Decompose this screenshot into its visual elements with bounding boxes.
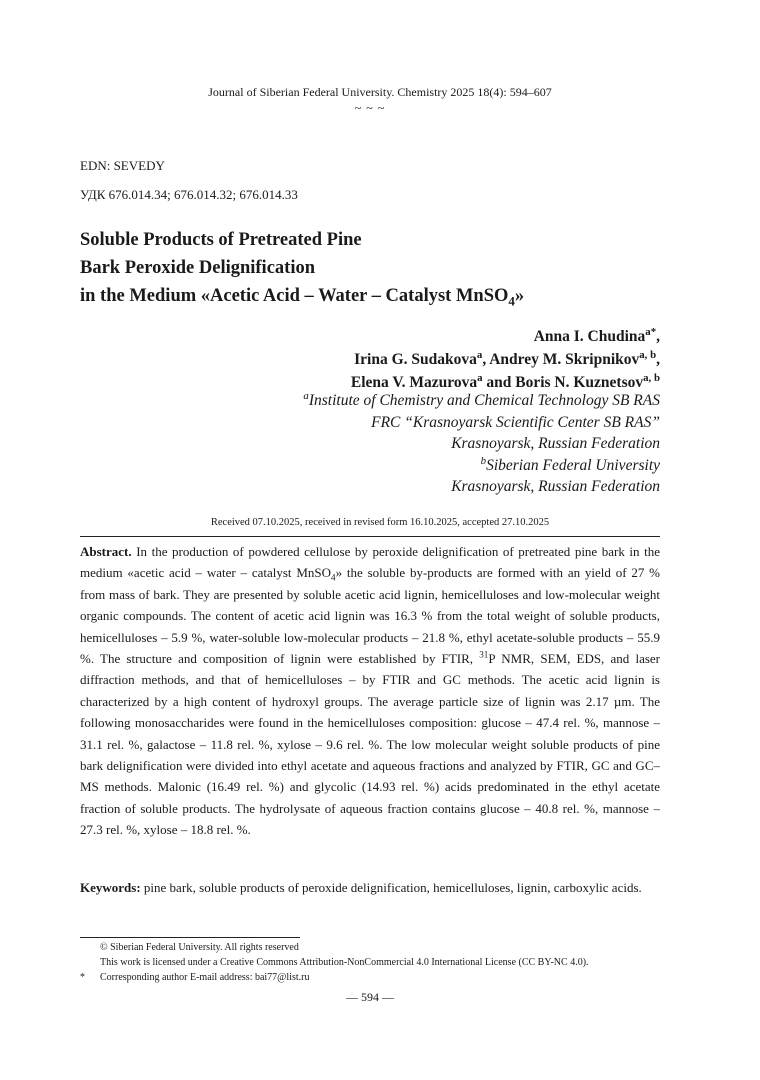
affiliation-a-line-3: Krasnoyarsk, Russian Federation — [451, 435, 660, 452]
footnote-corresponding: Corresponding author E-mail address: bai77@list.ru — [100, 972, 310, 983]
title-line-3: in the Medium «Acetic Acid – Water – Catalyst MnSO$_4$» — [80, 286, 525, 309]
footnote-license: This work is licensed under a Creative Commons Attribution-NonCommercial 4.0 International License (CC BY-NC 4.0). — [100, 957, 589, 968]
edn-code: EDN: SEVEDY — [80, 158, 165, 173]
footnote-divider — [80, 937, 300, 938]
udk-code: УДК 676.014.34; 676.014.32; 676.014.33 — [80, 187, 298, 202]
keywords: Keywords: pine bark, soluble products of peroxide delignification, hemicelluloses, lignin, carboxylic acids. — [80, 880, 642, 895]
author-line-2: Irina G. Sudakova$^a$, Andrey M. Skripnikov$^{a, b}$, — [354, 348, 660, 368]
page-number: ― 594 ― — [346, 990, 394, 1004]
footnote-copyright: © Siberian Federal University. All rights reserved — [100, 942, 299, 953]
author-name: Andrey M. Skripnikov — [489, 351, 640, 368]
author-name: Boris N. Kuznetsov — [515, 374, 644, 391]
author-name: Irina G. Sudakova — [354, 351, 477, 368]
article-title — [80, 226, 680, 310]
author-line-1: Anna I. Chudina$^{a*}$, — [533, 325, 660, 345]
affiliation-b-line-2: Krasnoyarsk, Russian Federation — [451, 478, 660, 495]
separator: ~ ~ ~ — [354, 101, 386, 115]
author-line-3: Elena V. Mazurova$^a$ and Boris N. Kuznetsov$^{a, b}$ — [350, 371, 660, 391]
keywords-label: Keywords: — [80, 880, 141, 895]
affiliation-b-line-1: $^b$Siberian Federal University — [480, 454, 660, 474]
author-name: Anna I. Chudina — [533, 328, 646, 345]
title-line-1: Soluble Products of Pretreated Pine — [80, 230, 362, 250]
affiliations — [303, 390, 660, 498]
affiliation-a-line-2: FRC “Krasnoyarsk Scientific Center SB RAS” — [371, 413, 660, 431]
footnote-star: * — [80, 972, 85, 983]
received-dates: Received 07.10.2025, received in revised form 16.10.2025, accepted 27.10.2025 — [210, 517, 550, 528]
abstract-label: Abstract. — [80, 544, 132, 559]
journal-citation: Journal of Siberian Federal University. Chemistry 2025 18(4): 594–607 — [208, 85, 552, 99]
author-list — [351, 325, 660, 394]
title-line-2: Bark Peroxide Delignification — [80, 258, 315, 278]
divider — [80, 536, 660, 537]
affiliation-a-line-1: $^a$Institute of Chemistry and Chemical Technology SB RAS — [303, 389, 660, 409]
abstract: Abstract. In the production of powdered cellulose by peroxide delignification of pretreated pine bark in the medium «acetic acid – water – catalyst MnSO$_4$» the soluble by-products are formed with an yield of 27 % from mass of bark. They are presented by soluble acetic acid lignin, hemicelluloses and low-molecular weight organic compounds. The content of acetic acid lignin was 16.3 % from the total weight of soluble products, hemicelluloses – 5.9 %, water-soluble low-molecular products – 21.8 %, ethyl acetate-soluble products – 55.9 %. The structure and composition of lignin were established by FTIR, $^{31}$P NMR, SEM, EDS, and laser diffraction methods, and that of hemicelluloses – by FTIR and GC methods. The acetic acid lignin is characterized by a high content of hydroxyl groups. The average particle size of lignin was 2.17 µm. The following monosaccharides were found in the hemicelluloses composition: glucose – 47.4 rel. %, mannose – 31.1 rel. %, galactose – 11.8 rel. %, xylose – 9.6 rel. %. The low molecular weight soluble products of pine bark delignification were divided into ethyl acetate and aqueous fractions and analyzed by FTIR, GC and GC–MS methods. Malonic (16.49 rel. %) and glycolic (14.93 rel. %) acids predominated in the ethyl acetate fraction of soluble products. The hydrolysate of aqueous fraction contains glucose – 40.8 rel. %, mannose – 27.3 rel. %, xylose – 18.8 rel. %. — [80, 544, 660, 838]
author-name: Elena V. Mazurova — [350, 374, 478, 391]
